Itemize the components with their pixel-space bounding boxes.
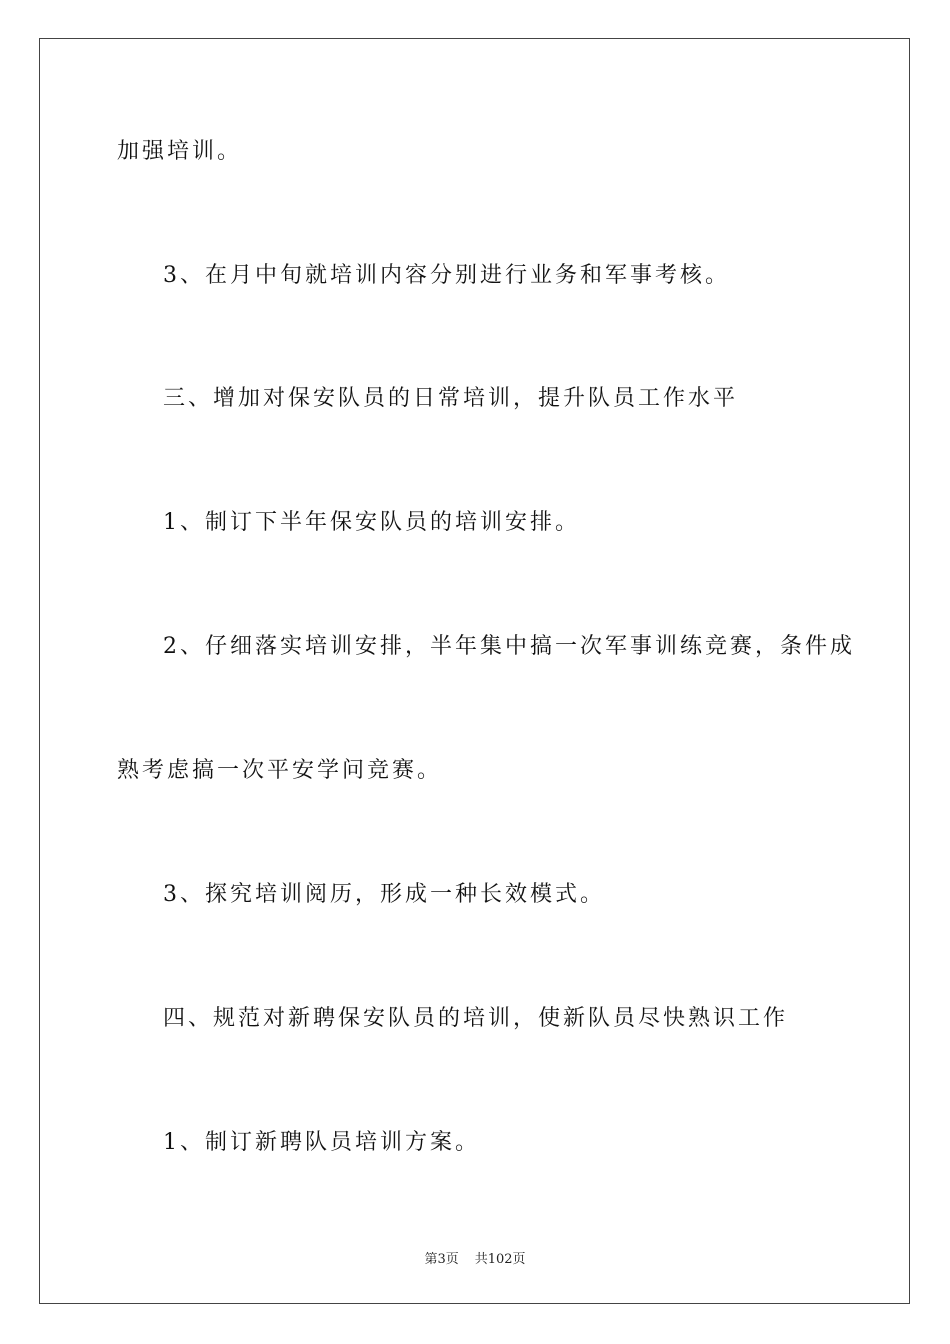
text-line: 3、探究培训阅历，形成一种长效模式。 [163, 882, 605, 907]
page-total: 共102页 [474, 1252, 526, 1267]
section-heading: 三、增加对保安队员的日常培训，提升队员工作水平 [163, 386, 739, 411]
page-footer [0, 1248, 950, 1267]
section-heading: 四、规范对新聘保安队员的培训，使新队员尽快熟识工作 [163, 1006, 789, 1031]
text-line: 1、制订下半年保安队员的培训安排。 [163, 510, 580, 535]
page-number: 第3页 [424, 1252, 459, 1267]
text-line: 3、在月中旬就培训内容分别进行业务和军事考核。 [163, 263, 730, 288]
page-frame [39, 38, 910, 1304]
text-line: 加强培训。 [117, 139, 243, 164]
text-line: 2、仔细落实培训安排，半年集中搞一次军事训练竞赛，条件成 [163, 634, 855, 659]
text-line: 熟考虑搞一次平安学问竞赛。 [117, 758, 443, 783]
text-line: 1、制订新聘队员培训方案。 [163, 1130, 480, 1155]
